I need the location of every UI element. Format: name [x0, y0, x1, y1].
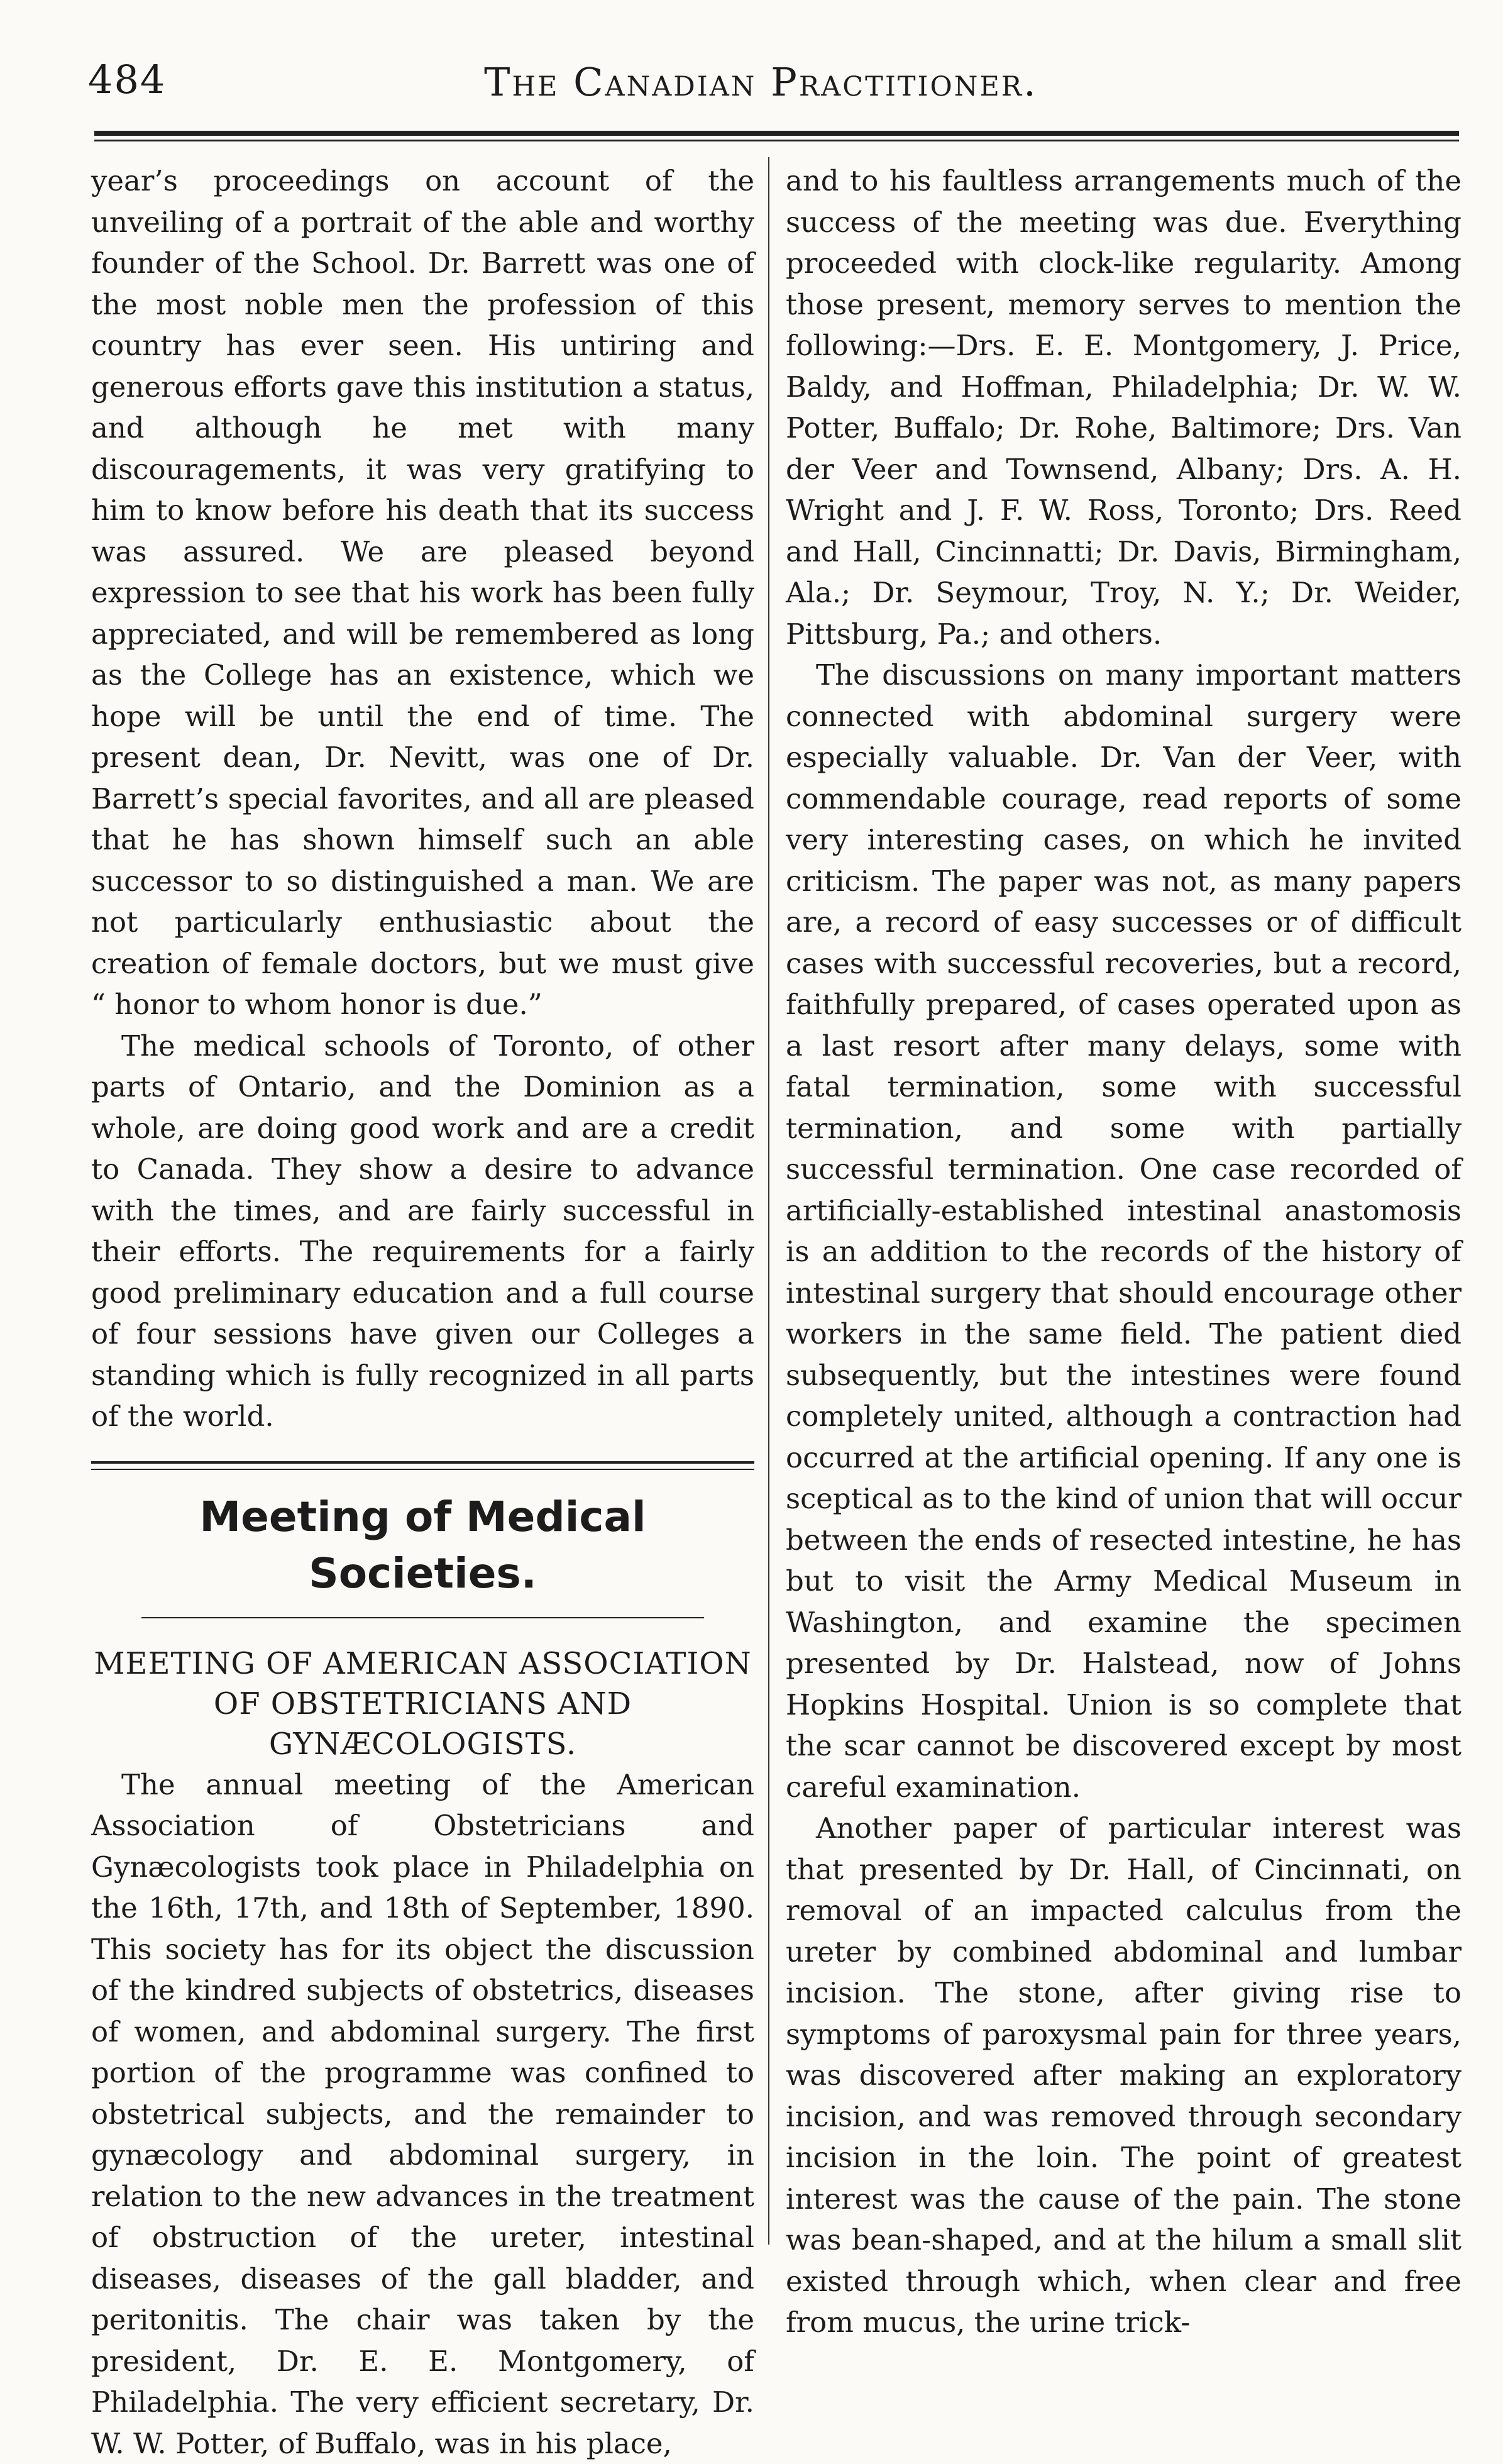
section-rule-top [91, 1461, 754, 1464]
header-rule-thick [94, 131, 1459, 136]
left-paragraph-2: The medical schools of Toronto, of other parts of Ontario, and the Dominion as a whole, are doing good work and are a credit to Canada. They show a desire to advance with the times, and are fairly successful in their efforts. The requirements for a fairly good preliminary education and a full course of four sessions have given our Colleges a standing which is fully recognized in all parts of the world. [91, 1025, 754, 1437]
right-column [786, 160, 1462, 2343]
section-heading: Meeting of Medical Societies. [91, 1489, 754, 1602]
journal-title: The Canadian Practitioner. [88, 59, 1434, 105]
right-paragraph-2: The discussions on many important matters connected with abdominal surgery were especially valuable. Dr. Van der Veer, with commendable courage, read reports of some very interesting cases, on which he invited criticism. The paper was not, as many papers are, a record of easy successes or of difficult cases with successful recoveries, but a record, faithfully prepared, of cases operated upon as a last resort after many delays, some with fatal termination, some with successful termination, and some with partially successful termination. One case recorded of artificially-established intestinal anastomosis is an addition to the records of the history of intestinal surgery that should encourage other workers in the same field. The patient died subsequently, but the intestines were found completely united, although a contraction had occurred at the artificial opening. If any one is sceptical as to the kind of union that will occur between the ends of resected intestine, he has but to visit the Army Medical Museum in Washington, and examine the specimen presented by Dr. Halstead, now of Johns Hopkins Hospital. Union is so complete that the scar cannot be discovered except by most careful examination. [786, 655, 1462, 1808]
column-divider [768, 157, 769, 2245]
right-paragraph-1: and to his faultless arrangements much of the success of the meeting was due. Everything proceeded with clock-like regularity. Among those present, memory serves to mention the following:—Drs. E. E. Montgomery, J. Price, Baldy, and Hoffman, Philadelphia; Dr. W. W. Potter, Buffalo; Dr. Rohe, Baltimore; Drs. Van der Veer and Townsend, Albany; Drs. A. H. Wright and J. F. W. Ross, Toronto; Drs. Reed and Hall, Cincinnatti; Dr. Davis, Birmingham, Ala.; Dr. Seymour, Troy, N. Y.; Dr. Weider, Pittsburg, Pa.; and others. [786, 160, 1462, 655]
article-subheading: MEETING OF AMERICAN ASSOCIATION OF OBSTETRICIANS AND GYNÆCOLOGISTS. [91, 1644, 754, 1764]
right-paragraph-3: Another paper of particular interest was that presented by Dr. Hall, of Cincinnati, on removal of an impacted calculus from the ureter by combined abdominal and lumbar incision. The stone, after giving rise to symptoms of paroxysmal pain for three years, was discovered after making an exploratory incision, and was removed through secondary incision in the loin. The point of greatest interest was the cause of the pain. The stone was bean-shaped, and at the hilum a small slit existed through which, when clear and free from mucus, the urine trick- [786, 1808, 1462, 2343]
section-rule-bottom [141, 1617, 704, 1618]
left-paragraph-3: The annual meeting of the American Association of Obstetricians and Gynæcologists took place in Philadelphia on the 16th, 17th, and 18th of September, 1890. This society has for its object the discussion of the kindred subjects of obstetrics, diseases of women, and abdominal surgery. The first portion of the programme was confined to obstetrical subjects, and the remainder to gynæcology and abdominal surgery, in relation to the new advances in the treatment of obstruction of the ureter, intestinal diseases, diseases of the gall bladder, and peritonitis. The chair was taken by the president, Dr. E. E. Montgomery, of Philadelphia. The very efficient secretary, Dr. W. W. Potter, of Buffalo, was in his place, [91, 1764, 754, 2464]
header-rule-thin [94, 140, 1459, 141]
left-column [91, 160, 754, 2464]
section-rule-top-thin [91, 1469, 754, 1470]
page-number: 484 [88, 57, 166, 102]
left-paragraph-1: year’s proceedings on account of the unveiling of a portrait of the able and worthy founder of the School. Dr. Barrett was one of the most noble men the profession of this country has ever seen. His untiring and generous efforts gave this institution a status, and although he met with many discouragements, it was very gratifying to him to know before his death that its success was assured. We are pleased beyond expression to see that his work has been fully appreciated, and will be remembered as long as the College has an existence, which we hope will be until the end of time. The present dean, Dr. Nevitt, was one of Dr. Barrett’s special favorites, and all are pleased that he has shown himself such an able successor to so distinguished a man. We are not particularly enthusiastic about the creation of female doctors, but we must give “ honor to whom honor is due.” [91, 160, 754, 1025]
page-header [88, 57, 1434, 119]
